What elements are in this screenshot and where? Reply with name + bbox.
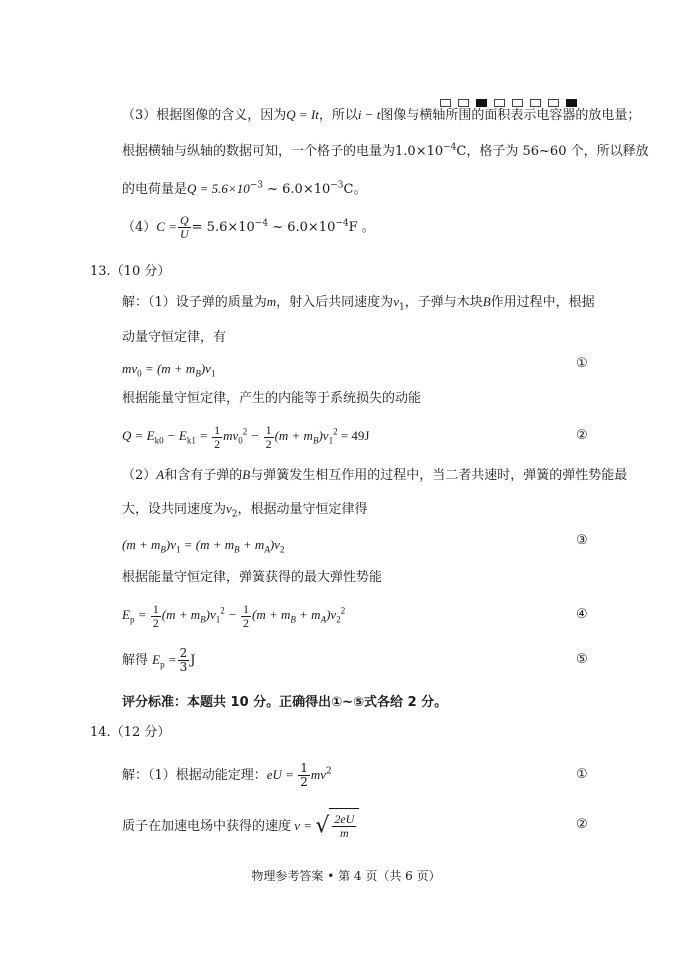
q14-title: 14.（12 分） (90, 725, 171, 740)
q14-eq2-number: ② (576, 817, 588, 832)
q13-energy2-text: 根据能量守恒定律，弹簧获得的最大弹性势能 (122, 570, 383, 585)
part4-equation: （4）C = $\frac{Q}{U}$ = $5.6\times 10^{-4}$ ~ $6.0\times 10^{-4}F$ 。 (122, 213, 375, 241)
q13-eq1: $mv_0 = (m + m_B)v_1$ (122, 361, 216, 379)
q13-eq4-number: ④ (576, 607, 588, 622)
q13-eq2: $Q = E_{k0} - E_{k1}$ = $\frac{1}{2}$ $mv_0^2$ − $\frac{1}{2}$ $(m + m_B)v_1^2 = 49J$ (122, 422, 370, 451)
q13-eq1-number: ① (576, 356, 588, 371)
part3-line1: （3）根据图像的含义，因为Q = It，所以i − t图像与横轴所围的面积表示电容器的放电量； (122, 107, 641, 123)
capacitance-fraction: $\frac{Q}{U}$ (179, 213, 189, 241)
q13-eq5-fraction: $\frac{2}{3}$ (179, 646, 188, 674)
part3-line3: 的电荷量是$Q = 5.6\times 10^{-3}$ ~ $6.0\times 10^{-3}C$。 (122, 180, 367, 197)
q13-grading: 评分标准：本题共 10 分。正确得出①~⑤式各给 2 分。 (122, 695, 448, 710)
q13-title: 13.（10 分） (90, 264, 171, 279)
q13-eq2-number: ② (576, 428, 588, 443)
q13-eq3: $(m + m_B)v_1 = (m + m_B + m_A)v_2$ (122, 537, 285, 555)
q13-energy-text: 根据能量守恒定律，产生的内能等于系统损失的动能 (122, 391, 422, 406)
page-footer: 物理参考答案 • 第 4 页（共 6 页） (251, 869, 441, 883)
q13-part2-line1: （2）A和含有子弹的B与弹簧发生相互作用的过程中，当二者共速时，弹簧的弹性势能最 (122, 467, 628, 483)
q13-eq4: $E_p$ = $\frac{1}{2}$ $(m + m_B)v_1^2$ − $\frac{1}{2}$ $(m + m_B + m_A)v_2^2$ (122, 601, 346, 630)
q13-sol1-line1: 解：（1）设子弹的质量为m，射入后共同速度为$v_1$，子弹与木块B作用过程中，根据 (122, 294, 595, 313)
q13-sol1-line2: 动量守恒定律，有 (122, 330, 227, 345)
part3-line2: 根据横轴与纵轴的数据可知，一个格子的电量为$1.0\times 10^{-4}C$，格子为 56~60 个，所以释放 (122, 142, 649, 159)
q14-speed: 质子在加速电场中获得的速度 v = √ $\frac{2eU}{m}$ (122, 808, 359, 845)
square-root: √ $\frac{2eU}{m}$ (315, 808, 359, 845)
q14-sol1: 解：（1）根据动能定理：eU = $\frac{1}{2}$ $mv^2$ (122, 761, 332, 789)
q14-eq1-number: ① (576, 767, 588, 782)
q13-part2-line2: 大，设共同速度为$v_2$，根据动量守恒定律得 (122, 501, 368, 520)
q13-eq3-number: ③ (576, 533, 588, 548)
q13-eq5: 解得 $E_p$ = $\frac{2}{3}$ J (122, 646, 196, 674)
q13-eq5-number: ⑤ (576, 652, 588, 667)
